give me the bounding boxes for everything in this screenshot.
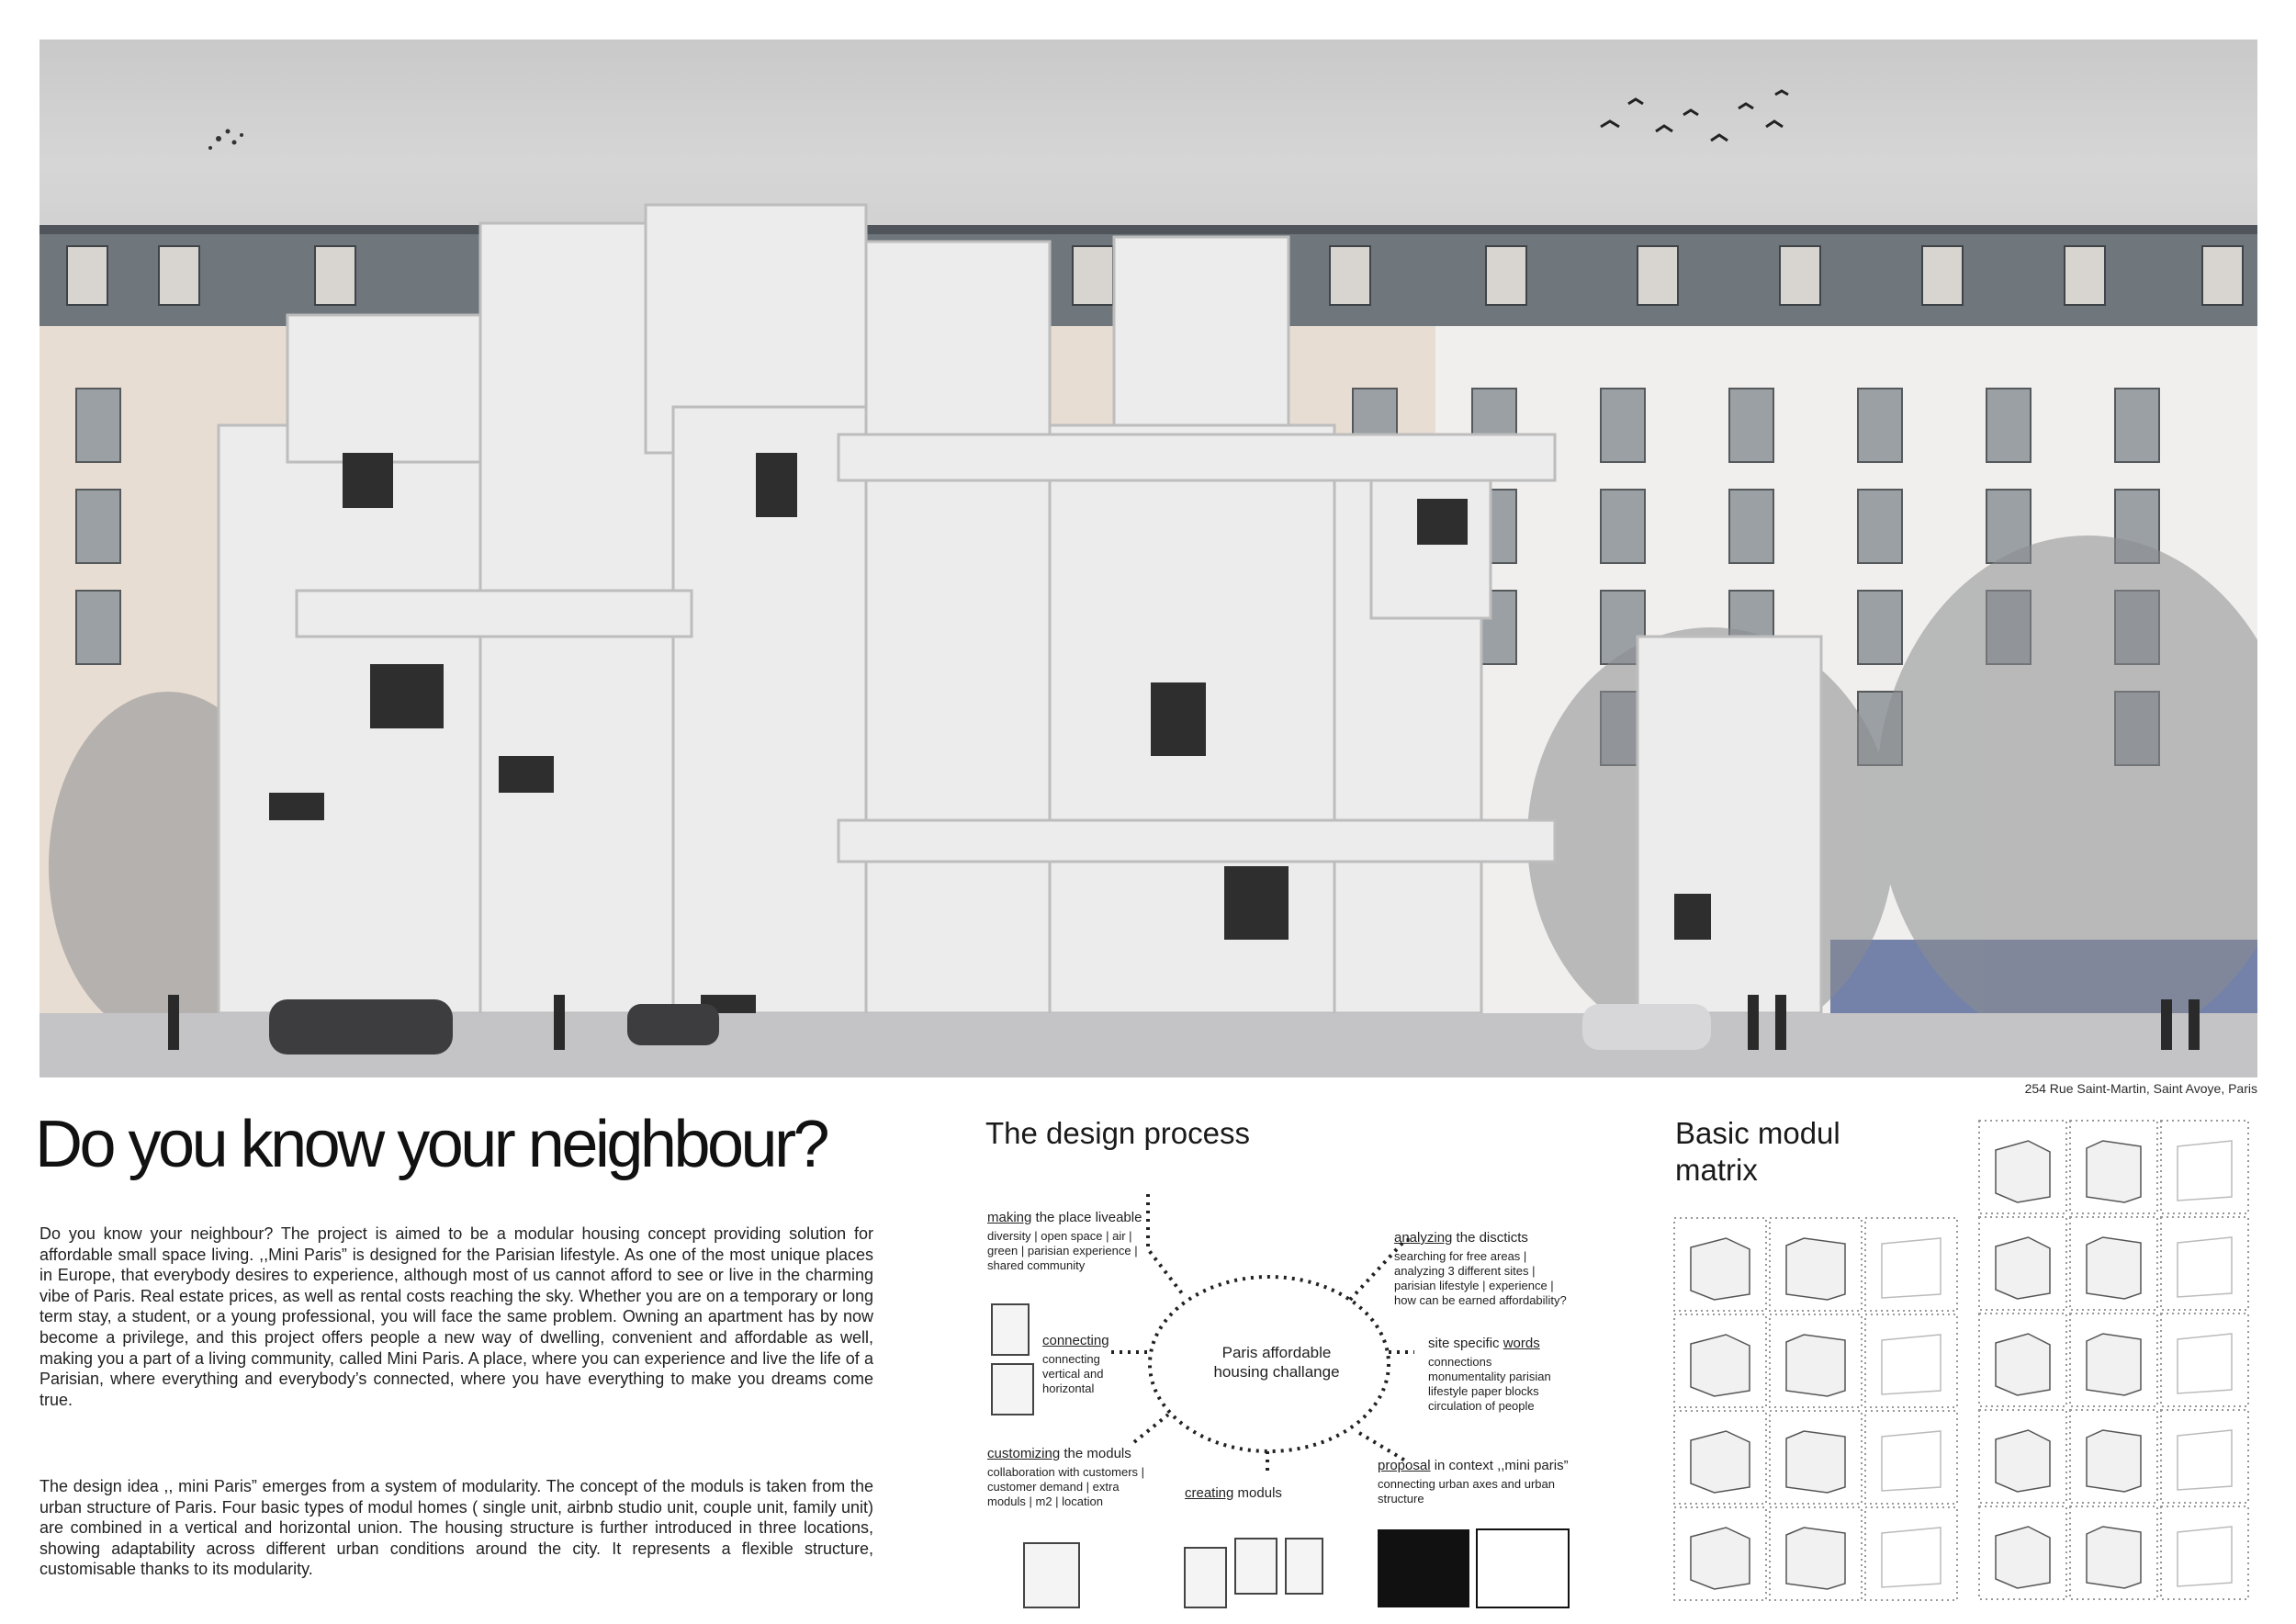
node-connecting: connecting connecting vertical and horizontal <box>1042 1333 1109 1395</box>
modul-isometric <box>2087 1237 2141 1299</box>
modul-isometric <box>2087 1430 2141 1492</box>
diagram-center-label: Paris affordable housing challange <box>1213 1344 1340 1381</box>
modul-isometric <box>2087 1527 2141 1588</box>
modul-isometric <box>1996 1237 2050 1299</box>
site-map-thumbnail <box>1378 1529 1469 1607</box>
node-proposal: proposal in context ,,mini paris” connecting urban axes and urban structure <box>1378 1458 1569 1506</box>
modul-isometric <box>1786 1431 1845 1493</box>
modul-matrix-grid <box>1670 1119 2257 1606</box>
modul-isometric <box>1691 1431 1750 1493</box>
modul-isometric <box>1882 1335 1941 1394</box>
modul-isometric <box>1691 1238 1750 1300</box>
site-sketch-thumbnail <box>1477 1529 1569 1607</box>
modul-isometric <box>2178 1141 2232 1201</box>
modul-isometric <box>1882 1238 1941 1298</box>
modul-isometric <box>1996 1334 2050 1395</box>
node-making: making the place liveable diversity | open space | air | green | parisian experience | shared community <box>987 1210 1142 1272</box>
modul-isometric <box>1691 1528 1750 1589</box>
modul-isometric <box>2178 1237 2232 1297</box>
hero-caption: 254 Rue Saint-Martin, Saint Avoye, Paris <box>2024 1081 2257 1096</box>
modul-isometric <box>1882 1528 1941 1587</box>
matrix-title: Basic modul matrix <box>1675 1116 1840 1187</box>
modul-isometric <box>1996 1430 2050 1492</box>
modul-isometric <box>1996 1141 2050 1202</box>
description-paragraph-2: The design idea ,, mini Paris” emerges from a system of modularity. The concept of the moduls is taken from the urban structure of Paris. Four basic types of modul homes ( single unit, airbnb studio unit, couple unit, family unit) are combined in a vertical and horizontal union. The housing structure is further introduced in three locations, showing adaptability across different urban conditions around the city. It represents a flexible structure, customisable thanks to its modularity. <box>39 1477 873 1579</box>
modul-isometric <box>2178 1527 2232 1586</box>
modul-isometric <box>1786 1335 1845 1396</box>
modul-isometric <box>1882 1431 1941 1491</box>
street-elevation-drawing <box>39 39 2257 1077</box>
page-title: Do you know your neighbour? <box>35 1108 827 1181</box>
hero-rendering <box>39 39 2257 1077</box>
node-creating: creating moduls <box>1185 1485 1282 1501</box>
modul-isometric <box>2178 1334 2232 1393</box>
birds <box>208 91 1788 150</box>
node-analyzing: analyzing the discticts searching for free areas | analyzing 3 different sites | parisian lifestyle | experience | how can be earned affordability? <box>1394 1230 1567 1307</box>
node-site-specific: site specific words connections monumentality parisian lifestyle paper blocks circulation of people <box>1428 1336 1551 1413</box>
node-customizing: customizing the moduls collaboration with customers | customer demand | extra moduls | m2 | location <box>987 1446 1145 1508</box>
modul-isometric <box>2087 1334 2141 1395</box>
modul-isometric <box>1786 1528 1845 1589</box>
modul-isometric <box>1996 1527 2050 1588</box>
description-paragraph-1: Do you know your neighbour? The project is aimed to be a modular housing concept providing solution for affordable small space living. ,,Mini Paris” is designed for the Parisian lifestyle. As one of the most unique places in Europe, that everybody desires to experience, although most of us cannot afford to see or live in the charming vibe of Paris. Real estate prices, as well as rental costs reaching the sky. Whether you are on a temporary or long term stay, a student, or a young professional, you will face the same problem. Owning an apartment has by now become a privilege, and this project offers people a new way of dwelling, convenient and affordable as well, making you a part of a living community, called Mini Paris. A place, where you can experience and live the life of a Parisian, where everything and everybody’s connected, where you have everything to make you dreams come true. <box>39 1224 873 1409</box>
modul-isometric <box>1786 1238 1845 1300</box>
design-process-title: The design process <box>985 1116 1250 1150</box>
modul-isometric <box>1691 1335 1750 1396</box>
modul-isometric <box>2178 1430 2232 1490</box>
matrix-cells <box>1674 1121 2248 1600</box>
modul-isometric <box>2087 1141 2141 1202</box>
